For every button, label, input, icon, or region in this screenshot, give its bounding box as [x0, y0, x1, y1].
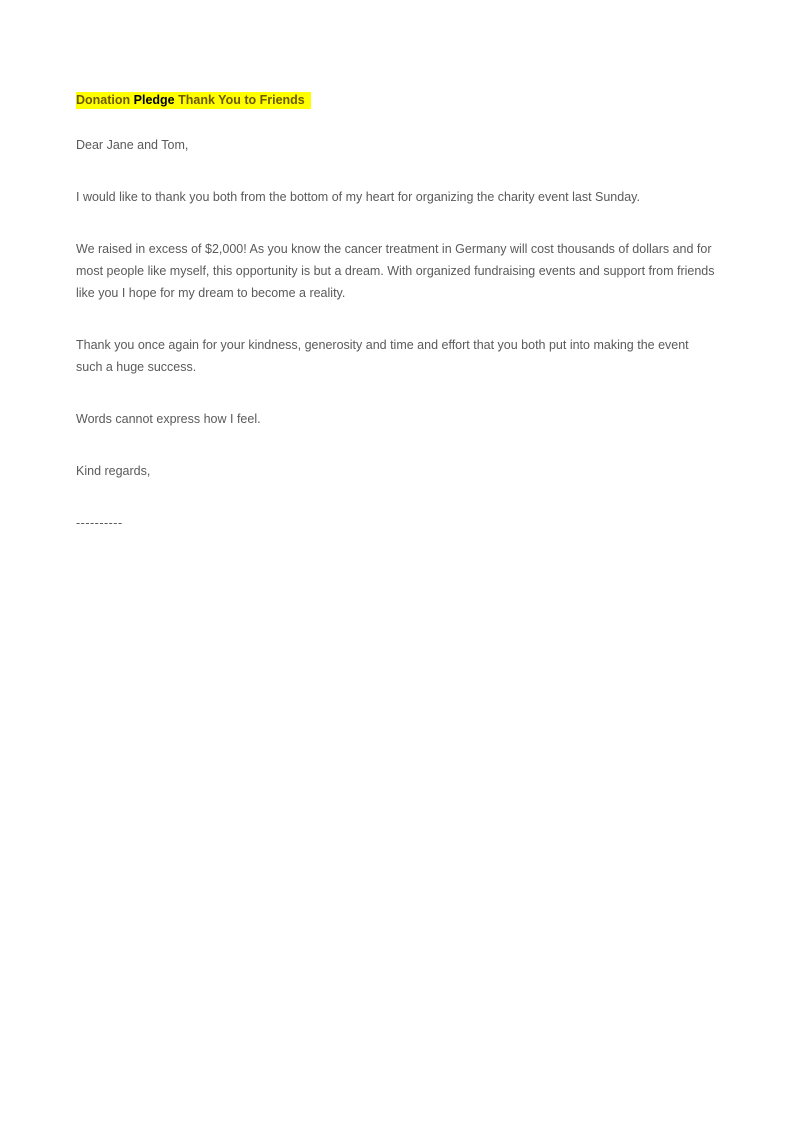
paragraph-gratitude: Thank you once again for your kindness, generosity and time and effort that you both put into making the event such a huge success.: [76, 338, 689, 374]
paragraph-raised: We raised in excess of $2,000! As you know the cancer treatment in Germany will cost thousands of dollars and for most people like myself, this opportunity is but a dream. With organized fundraising events and support from friends like you I hope for my dream to become a reality.: [76, 242, 715, 300]
salutation: Dear Jane and Tom,: [76, 138, 189, 152]
title-part-thanks: Thank You to Friends: [174, 93, 305, 107]
title-part-pledge: Pledge: [133, 93, 175, 107]
paragraph-feelings: Words cannot express how I feel.: [76, 412, 261, 426]
paragraph-thanks: I would like to thank you both from the bottom of my heart for organizing the charity event last Sunday.: [76, 190, 640, 204]
title-part-donation: Donation: [76, 93, 134, 107]
closing: Kind regards,: [76, 464, 151, 478]
signature-line: ----------: [76, 516, 123, 530]
document-title: [76, 92, 311, 109]
letter-body: [76, 89, 716, 534]
